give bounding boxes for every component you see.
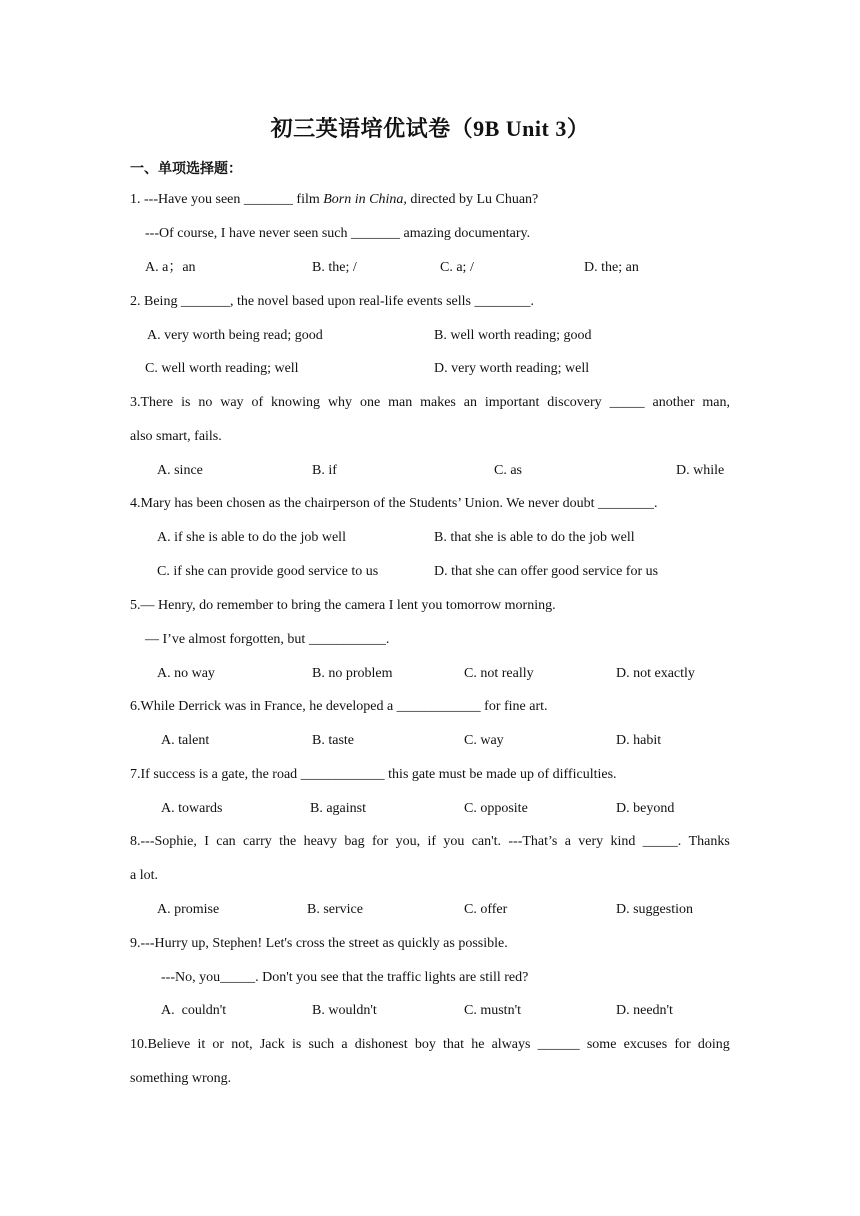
q10-word: dishonest — [354, 1037, 408, 1052]
q9-option-a: A. couldn't — [161, 1003, 227, 1018]
q2-option-b: B. well worth reading; good — [434, 328, 592, 343]
q3-word: no — [198, 395, 213, 410]
q2-option-c: C. well worth reading; well — [145, 361, 299, 376]
q8-word: you, — [395, 834, 421, 849]
q1-film-title: Born in China, — [323, 192, 407, 207]
q8-word: heavy — [303, 834, 338, 849]
q1-reply: ---Of course, I have never seen such _______ amazing documentary. — [145, 226, 531, 241]
q3-word: another — [652, 395, 695, 410]
q8-stem-line2: a lot. — [130, 868, 158, 883]
q6-option-d: D. habit — [616, 733, 662, 748]
q1-option-d: D. the; an — [584, 260, 639, 275]
q10-word: Jack — [259, 1037, 285, 1052]
q7-option-b: B. against — [310, 801, 366, 816]
q1-stem-part-a: 1. ---Have you seen _______ film — [130, 192, 324, 207]
q3-word: discovery — [547, 395, 602, 410]
q3-word: makes — [420, 395, 456, 410]
q4-option-d: D. that she can offer good service for us — [434, 564, 659, 579]
q10-blank: ______ — [537, 1037, 580, 1052]
q8-word: the — [279, 834, 297, 849]
q3-option-c: C. as — [494, 463, 522, 478]
q10-stem-line2: something wrong. — [130, 1071, 232, 1086]
q3-word: man — [388, 395, 413, 410]
q3-word: is — [181, 395, 191, 410]
q3-word: why — [327, 395, 353, 410]
q6-option-a: A. talent — [161, 733, 210, 748]
q10-word: excuses — [623, 1037, 668, 1052]
q10-word: that — [443, 1037, 464, 1052]
q8-word: bag — [344, 834, 365, 849]
q10-word: boy — [414, 1037, 436, 1052]
q10-stem-line1 — [130, 1035, 730, 1055]
q5-option-a: A. no way — [157, 666, 215, 681]
q2-option-d: D. very worth reading; well — [434, 361, 590, 376]
q9-option-b: B. wouldn't — [312, 1003, 377, 1018]
q7-stem: 7.If success is a gate, the road ____________ this gate must be made up of difficulties. — [130, 767, 617, 782]
q8-word: you — [443, 834, 465, 849]
q8-word: ---That’s — [508, 834, 558, 849]
q3-word: important — [484, 395, 540, 410]
q8-option-d: D. suggestion — [616, 902, 693, 917]
q3-blank: _____ — [609, 395, 645, 410]
q10-word: is — [291, 1037, 302, 1052]
q3-word: one — [359, 395, 381, 410]
q8-word: for — [371, 834, 389, 849]
q10-word: always — [491, 1037, 531, 1052]
q1-option-b: B. the; / — [312, 260, 357, 275]
q4-option-b: B. that she is able to do the job well — [434, 530, 635, 545]
q5-option-d: D. not exactly — [616, 666, 695, 681]
q3-word: an — [463, 395, 477, 410]
q3-word: man, — [702, 395, 730, 410]
q8-word: a — [564, 834, 571, 849]
q8-word: can — [216, 834, 236, 849]
q9-stem: 9.---Hurry up, Stephen! Let's cross the street as quickly as possible. — [130, 936, 508, 951]
q8-word: carry — [243, 834, 272, 849]
q3-word: knowing — [271, 395, 321, 410]
q10-word: such — [308, 1037, 335, 1052]
q2-option-a: A. very worth being read; good — [147, 328, 323, 343]
q4-option-a: A. if she is able to do the job well — [157, 530, 346, 545]
section-heading: 一、单项选择题： — [130, 162, 242, 177]
q5-option-c: C. not really — [464, 666, 534, 681]
q9-option-d: D. needn't — [616, 1003, 673, 1018]
q8-option-b: B. service — [307, 902, 363, 917]
q6-stem: 6.While Derrick was in France, he developed a ____________ for fine art. — [130, 699, 548, 714]
q7-option-d: D. beyond — [616, 801, 675, 816]
q1-option-c: C. a; / — [440, 260, 474, 275]
q9-reply: ---No, you_____. Don't you see that the traffic lights are still red? — [161, 970, 529, 985]
q1-option-a: A. a；an — [145, 260, 196, 275]
q3-stem-line2: also smart, fails. — [130, 429, 222, 444]
q7-option-a: A. towards — [161, 801, 223, 816]
q8-word: 8.---Sophie, — [130, 834, 197, 849]
q3-option-d: D. while — [676, 463, 725, 478]
q8-option-a: A. promise — [157, 902, 220, 917]
q2-stem: 2. Being _______, the novel based upon real-life events sells ________. — [130, 294, 534, 309]
q10-word: 10.Believe — [130, 1037, 191, 1052]
q10-word: doing — [697, 1037, 730, 1052]
q8-word: if — [427, 834, 437, 849]
q3-stem-line1 — [130, 393, 730, 413]
q7-option-c: C. opposite — [464, 801, 528, 816]
q6-option-b: B. taste — [312, 733, 354, 748]
q3-option-a: A. since — [157, 463, 203, 478]
page-title: 初三英语培优试卷（9B Unit 3） — [270, 116, 590, 141]
q8-word: can't. — [471, 834, 502, 849]
q5-reply: — I’ve almost forgotten, but ___________. — [145, 632, 390, 647]
q8-option-c: C. offer — [464, 902, 508, 917]
q3-option-b: B. if — [312, 463, 337, 478]
q8-stem-line1 — [130, 832, 730, 852]
q8-word: kind — [610, 834, 636, 849]
q10-word: for — [674, 1037, 691, 1052]
q1-stem-part-b: directed by Lu Chuan? — [406, 192, 539, 207]
q10-word: it — [197, 1037, 206, 1052]
q5-stem: 5.— Henry, do remember to bring the camera I lent you tomorrow morning. — [130, 598, 556, 613]
q4-option-c: C. if she can provide good service to us — [157, 564, 379, 579]
q8-word: very — [578, 834, 604, 849]
q9-option-c: C. mustn't — [464, 1003, 521, 1018]
q5-option-b: B. no problem — [312, 666, 393, 681]
q3-word: way — [220, 395, 244, 410]
q8-word: I — [204, 834, 209, 849]
q1-stem — [130, 190, 538, 210]
q10-word: he — [471, 1037, 485, 1052]
q6-option-c: C. way — [464, 733, 504, 748]
q8-blank: _____. — [642, 834, 682, 849]
q3-word: of — [251, 395, 264, 410]
q3-word: 3.There — [130, 395, 174, 410]
q10-word: some — [586, 1037, 617, 1052]
q8-word: Thanks — [688, 834, 730, 849]
q4-stem: 4.Mary has been chosen as the chairperson of the Students’ Union. We never doubt ________. — [130, 496, 658, 511]
q10-word: or — [212, 1037, 225, 1052]
q10-word: a — [341, 1037, 348, 1052]
q10-word: not, — [231, 1037, 253, 1052]
